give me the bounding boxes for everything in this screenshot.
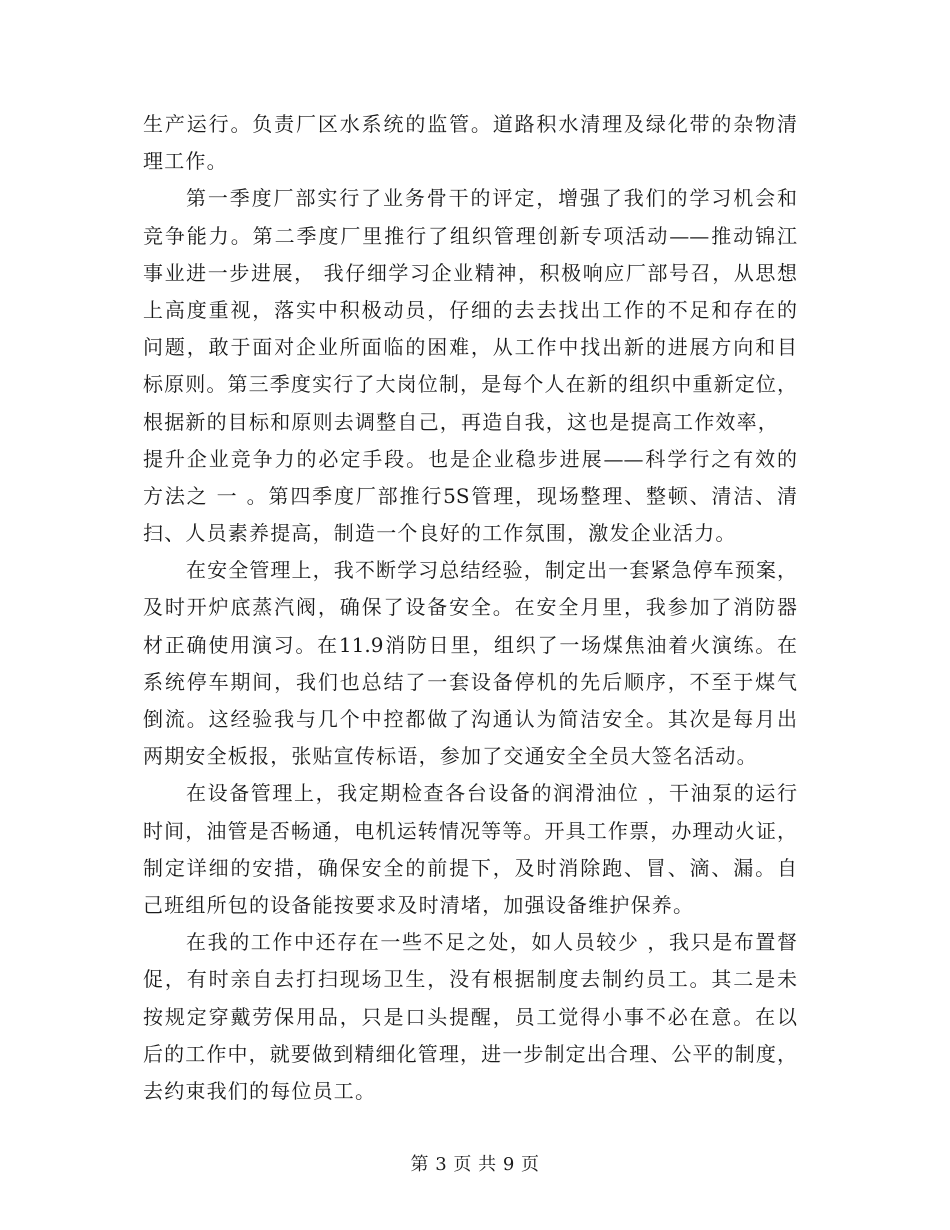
text-line: 系统停车期间，我们也总结了一套设备停机的先后顺序，不至于煤气 [143,669,797,694]
text-line: 标原则。第三季度实行了大岗位制，是每个人在新的组织中重新定位， [143,372,797,397]
text-line: 事业进一步进展， 我仔细学习企业精神，积极响应厂部号召，从思想 [143,260,797,285]
text-line: 扫、人员素养提高，制造一个良好的工作氛围，激发企业活力。 [143,521,737,546]
paragraph [143,180,797,552]
text-line: 理工作。 [143,149,228,174]
text-line: 第一季度厂部实行了业务骨干的评定，增强了我们的学习机会和 [186,186,797,211]
text-line: 生产运行。负责厂区水系统的监管。道路积水清理及绿化带的杂物清 [143,112,797,136]
text-line: 及时开炉底蒸汽阀，确保了设备安全。在安全月里，我参加了消防器 [143,595,797,620]
text-line: 在设备管理上，我定期检查各台设备的润滑油位 ，干油泵的运行 [186,781,797,806]
text-line: 制定详细的安措，确保安全的前提下，及时消除跑、冒、滴、漏。自 [143,855,797,880]
page-footer [0,1150,950,1180]
paragraph [143,106,797,180]
text-line: 上高度重视，落实中积极动员，仔细的去去找出工作的不足和存在的 [143,297,797,322]
text-line: 方法之 一 。第四季度厂部推行5S管理，现场整理、整顿、清洁、清 [143,483,797,508]
text-line: 问题，敢于面对企业所面临的困难，从工作中找出新的进展方向和目 [143,335,797,360]
text-line: 后的工作中，就要做到精细化管理，进一步制定出合理、公平的制度， [143,1041,797,1066]
paragraph [143,924,797,1110]
text-line: 按规定穿戴劳保用品，只是口头提醒，员工觉得小事不必在意。在以 [143,1004,797,1029]
text-line: 材正确使用演习。在11.9消防日里，组织了一场煤焦油着火演练。在 [143,632,797,657]
paragraph [143,775,797,924]
paragraph [143,552,797,775]
text-line: 去约束我们的每位员工。 [143,1078,377,1103]
text-line: 两期安全板报，张贴宣传标语，参加了交通安全全员大签名活动。 [143,744,758,769]
page-number-label: 第 3 页 共 9 页 [410,1154,540,1175]
text-line: 根据新的目标和原则去调整自己，再造自我，这也是提高工作效率， [143,409,779,434]
text-line: 竞争能力。第二季度厂里推行了组织管理创新专项活动——推动锦江 [143,223,797,248]
text-line: 倒流。这经验我与几个中控都做了沟通认为简洁安全。其次是每月出 [143,707,797,731]
text-line: 在安全管理上，我不断学习总结经验，制定出一套紧急停车预案， [186,558,797,583]
text-line: 在我的工作中还存在一些不足之处，如人员较少 ，我只是布置督 [186,930,797,955]
text-line: 促，有时亲自去打扫现场卫生，没有根据制度去制约员工。其二是未 [143,967,797,992]
text-line: 己班组所包的设备能按要求及时清堵，加强设备维护保养。 [143,892,695,917]
text-line: 提升企业竞争力的必定手段。也是企业稳步进展——科学行之有效的 [143,446,797,471]
text-line: 时间，油管是否畅通，电机运转情况等等。开具工作票，办理动火证， [143,818,797,843]
document-body [143,106,797,1110]
